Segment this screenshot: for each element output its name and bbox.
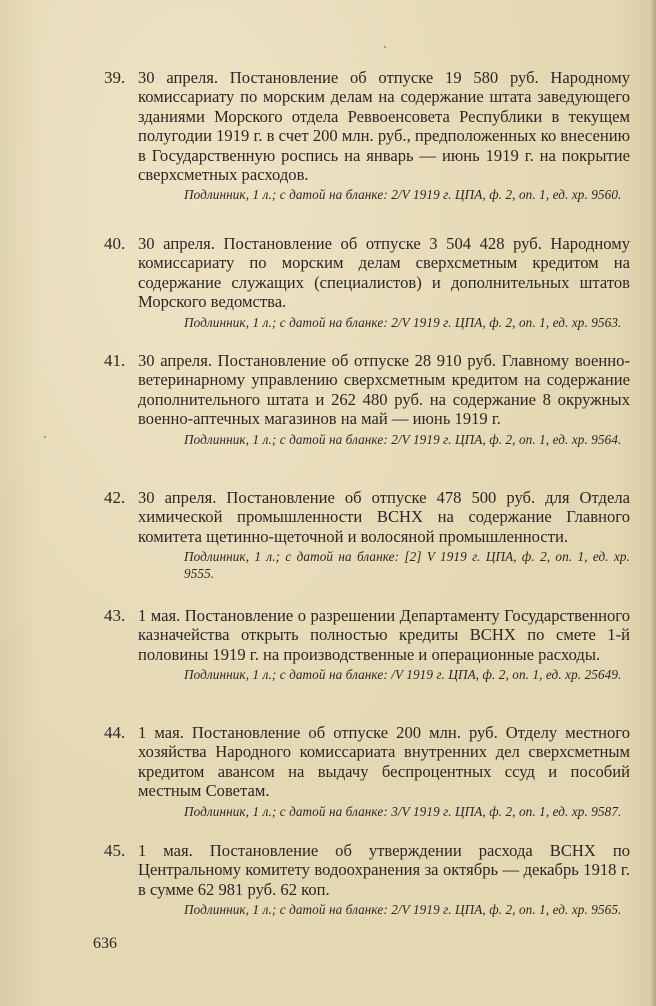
entry-source: Подлинник, 1 л.; с датой на бланке: /V 1919 г. ЦПА, ф. 2, оп. 1, ед. хр. 25649. <box>184 667 622 683</box>
entry-source: Подлинник, 1 л.; с датой на бланке: 2/V 1919 г. ЦПА, ф. 2, оп. 1, ед. хр. 9564. <box>184 431 622 447</box>
entry-text: 30 апреля. Постановление об отпуске 3 504 428 руб. Народному комиссариату по морским делам сверхсметным кредитом на содержание служащих (специалистов) и дополнительных штатов Морского ведомства. <box>138 234 630 312</box>
entry-number: 45. <box>104 841 126 860</box>
entry-number: 44. <box>104 723 126 742</box>
entry-source: Подлинник, 1 л.; с датой на бланке: 3/V 1919 г. ЦПА, ф. 2, оп. 1, ед. хр. 9587. <box>184 803 622 819</box>
page-number: 636 <box>93 935 117 952</box>
paper-speck <box>44 436 46 438</box>
paper-speck <box>384 46 386 48</box>
entry-41 <box>104 351 630 448</box>
entry-number: 43. <box>104 606 126 625</box>
entry-number: 42. <box>104 488 126 507</box>
entry-text: 1 мая. Постановление об отпуске 200 млн. руб. Отделу местного хозяйства Народного комиссариата внутренних дел сверхсметным кредитом авансом на выдачу беспроцентных ссуд и пособий местным Советам. <box>138 723 630 801</box>
entry-39 <box>104 68 630 204</box>
entry-number: 40. <box>104 234 126 253</box>
entry-text: 1 мая. Постановление об утверждении расхода ВСНХ по Центральному комитету водоохранения за октябрь — декабрь 1918 г. в сумме 62 981 руб. 62 коп. <box>138 841 630 899</box>
entry-source: Подлинник, 1 л.; с датой на бланке: [2] V 1919 г. ЦПА, ф. 2, оп. 1, ед. хр. 9555. <box>184 549 630 581</box>
entry-number: 41. <box>104 351 126 370</box>
entry-40 <box>104 234 630 331</box>
entry-text: 1 мая. Постановление о разрешении Департаменту Государственного казначейства открыть полностью кредиты ВСНХ по смете 1-й половины 1919 г. на производственные и операционные расходы. <box>138 606 630 664</box>
entry-text: 30 апреля. Постановление об отпуске 28 910 руб. Главному военно-ветеринарному управлению сверхсметным кредитом на содержание дополнительного штата и 262 480 руб. на содержание 8 окружных военно-аптечных магазинов на май — июнь 1919 г. <box>138 351 630 429</box>
entry-source: Подлинник, 1 л.; с датой на бланке: 2/V 1919 г. ЦПА, ф. 2, оп. 1, ед. хр. 9560. <box>184 187 622 203</box>
entry-number: 39. <box>104 68 126 87</box>
entry-45 <box>104 841 630 919</box>
entry-44 <box>104 723 630 820</box>
entry-42 <box>104 488 630 582</box>
entry-text: 30 апреля. Постановление об отпуске 478 500 руб. для Отдела химической промышленности ВСНХ на содержание Главного комитета щетинно-щеточной и волосяной промышленности. <box>138 488 630 546</box>
page-spine-shadow <box>650 0 656 1006</box>
entry-source: Подлинник, 1 л.; с датой на бланке: 2/V 1919 г. ЦПА, ф. 2, оп. 1, ед. хр. 9565. <box>184 902 622 918</box>
entry-43 <box>104 606 630 684</box>
entry-source: Подлинник, 1 л.; с датой на бланке: 2/V 1919 г. ЦПА, ф. 2, оп. 1, ед. хр. 9563. <box>184 314 622 330</box>
entry-text: 30 апреля. Постановление об отпуске 19 580 руб. Народному комиссариату по морским делам на содержание штата заведующего зданиями Морского отдела Реввоенсовета Республики в текущем полугодии 1919 г. в счет 200 млн. руб., предположенных ко внесению в Государственную роспись на январь — июнь 1919 г. на покрытие сверхсметных расходов. <box>138 68 630 185</box>
